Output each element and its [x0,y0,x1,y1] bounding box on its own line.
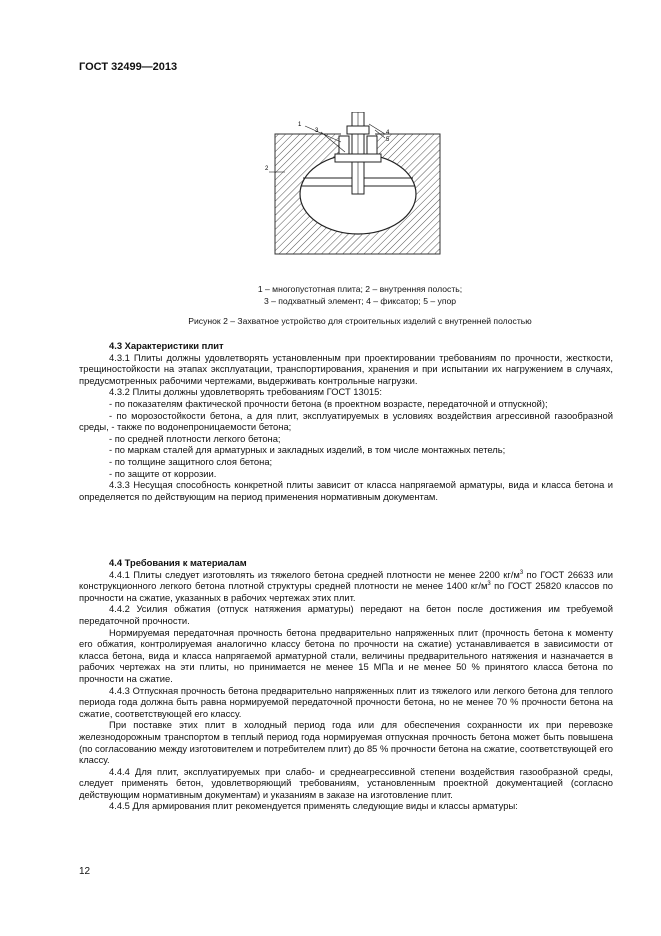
paragraph: 4.3.1 Плиты должны удовлетворять установленным при проектировании требованиям по прочности, жесткости, трещиностойкости на этапах эксплуатации, транспортирования, хранения и при испытании их нагружением в случаях, предусмотренных рабочими чертежами, выдерживать контрольные нагрузки. [79,351,613,386]
callout-5: 5 [386,137,390,143]
paragraph: 4.4.3 Отпускная прочность бетона предварительно напряженных плит из тяжелого или легкого бетона для теплого периода года должна быть равна нормируемой передаточной прочности бетона, но не менее 70 % прочности бетона на сжатие, соответствующей его классу. [79,684,613,719]
paragraph: 4.3.2 Плиты должны удовлетворять требованиям ГОСТ 13015: [109,386,382,398]
legend-line: 3 – подхватный элемент; 4 – фиксатор; 5 – упор [263,296,457,306]
section-4-3 [79,340,613,502]
callout-4: 4 [386,130,390,136]
paragraph: 4.4.4 Для плит, эксплуатируемых при слабо- и среднеагрессивной степени воздействия газообразной среды, следует применять бетон, удовлетворяющий требованиям, установленным проектной документацией (согласно действующим нормативным документам) и указаниям в заказе на изготовление плит. [79,765,613,800]
callout-3: 3 [315,128,319,134]
section-4-4 [79,557,613,812]
list-item: - по маркам сталей для арматурных и закладных изделий, в том числе монтажных петель; [109,444,506,456]
paragraph: При поставке этих плит в холодный период года или для обеспечения сохранности их при перевозке железнодорожным транспортом в теплый период года нормируемая отпускная прочность бетона может быть повышена (по согласованию между изготовителем и потребителем плит) до 85 % прочности бетона на сжатие, соответствующей его классу. [79,719,613,766]
figure-legend [100,283,620,307]
callout-1: 1 [298,122,302,128]
stop-element [347,126,369,134]
fixator [339,136,349,156]
paragraph: 4.3.3 Несущая способность конкретной плиты зависит от класса напрягаемой арматуры, вида и класса бетона и определяется по действующим на период применения нормативным документам. [79,479,613,502]
callout-2: 2 [265,166,269,172]
list-item: - по толщине защитного слоя бетона; [109,455,273,467]
list-item: - по показателям фактической прочности бетона (в проектном возрасте, передаточной и отпускной); [109,397,548,409]
list-item: - по средней плотности легкого бетона; [109,432,281,444]
lifting-device-figure [265,112,445,264]
page-number: 12 [79,866,91,877]
section-title: 4.4 Требования к материалам [109,557,247,568]
paragraph: 4.4.5 Для армирования плит рекомендуется применять следующие виды и классы арматуры: [109,800,518,812]
paragraph: 4.4.1 Плиты следует изготовлять из тяжелого бетона средней плотности не менее 2200 $кг/м^3$ по ГОСТ 26633 или конструкционного легкого бетона плотной структуры средней плотности не менее 1400 $кг/м^3$ по ГОСТ 25820 классов по прочности на сжатие, указанных в рабочих чертежах этих плит. [79,568,614,603]
list-item: - по морозостойкости бетона, а для плит, эксплуатируемых в условиях воздействия агрессивной газообразной среды, - также по водонепроницаемости бетона; [79,409,613,433]
paragraph: Нормируемая передаточная прочность бетона предварительно напряженных плит (прочность бетона к моменту его обжатия, контролируемая аналогично классу бетона по прочности на сжатие) устанавливается в зависимости от класса бетона, вида и класса напрягаемой арматурной стали, величины предварительного натяжения и назначается в рабочих чертежах на эти плиты, но принимается не менее 15 МПа и не менее 50 % принятого класса бетона по прочности на сжатие. [79,626,613,684]
legend-line: 1 – многопустотная плита; 2 – внутренняя полость; [257,284,463,294]
paragraph: 4.4.2 Усилия обжатия (отпуск натяжения арматуры) передают на бетон после достижения им требуемой передаточной прочности. [79,603,613,626]
document-header: ГОСТ 32499—2013 [79,61,178,73]
section-title: 4.3 Характеристики плит [109,340,224,351]
figure-caption: Рисунок 2 – Захватное устройство для строительных изделий с внутренней полостью [188,316,532,326]
list-item: - по защите от коррозии. [109,467,217,479]
